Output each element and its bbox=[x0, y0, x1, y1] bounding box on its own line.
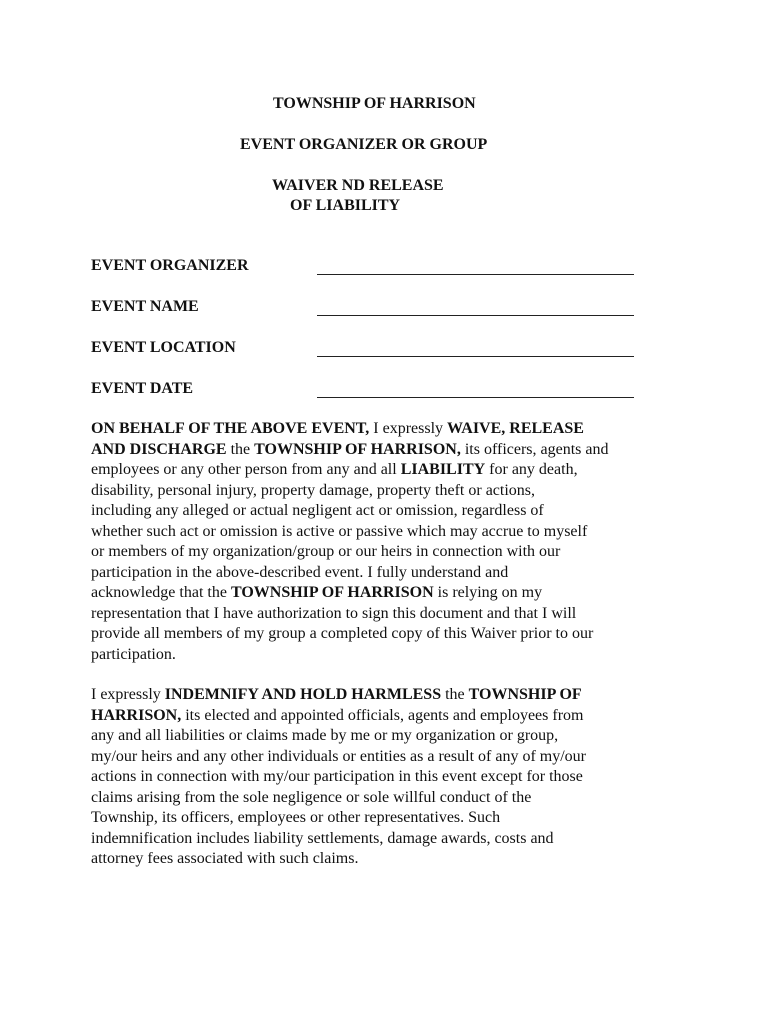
bold-text-run: LIABILITY bbox=[400, 461, 486, 478]
paragraph-line bbox=[91, 645, 691, 666]
field-label: EVENT DATE bbox=[91, 380, 194, 397]
waiver-release-paragraph bbox=[91, 419, 691, 665]
text-run: representation that I have authorization to sign this document and that I will bbox=[91, 604, 577, 622]
text-run: participation. bbox=[91, 645, 176, 663]
bold-text-run: TOWNSHIP OF HARRISON, bbox=[254, 440, 461, 458]
paragraph-line bbox=[91, 542, 691, 563]
text-run: acknowledge that the bbox=[91, 584, 231, 601]
paragraph-line bbox=[91, 624, 691, 645]
paragraph-line bbox=[91, 706, 691, 727]
paragraph-line bbox=[91, 460, 691, 481]
paragraph-line bbox=[91, 563, 691, 584]
field-event-location bbox=[91, 338, 651, 362]
document-title-waiver: WAIVER ND RELEASE bbox=[272, 177, 444, 194]
indemnify-paragraph bbox=[91, 685, 691, 870]
paragraph-line bbox=[91, 747, 691, 768]
paragraph-line bbox=[91, 788, 691, 809]
text-run: employees or any other person from any and all bbox=[91, 461, 401, 478]
bold-text-run: ON BEHALF OF THE ABOVE EVENT, bbox=[91, 420, 370, 437]
text-run: my/our heirs and any other individuals or entities as a result of any of my/our bbox=[91, 747, 586, 765]
paragraph-line bbox=[91, 583, 691, 604]
text-run: including any alleged or actual negligent act or omission, regardless of bbox=[91, 502, 544, 519]
text-run: I expressly bbox=[91, 686, 165, 703]
event-location-blank-line[interactable] bbox=[317, 356, 634, 357]
field-event-date bbox=[91, 379, 651, 403]
text-run: participation in the above-described event. I fully understand and bbox=[91, 563, 509, 581]
paragraph-line bbox=[91, 767, 691, 788]
paragraph-line bbox=[91, 685, 691, 706]
document-title-organizer: EVENT ORGANIZER OR GROUP bbox=[240, 136, 488, 153]
text-run: actions in connection with my/our participation in this event except for those bbox=[91, 768, 583, 785]
bold-text-run: AND DISCHARGE bbox=[91, 440, 227, 458]
paragraph-line bbox=[91, 726, 691, 747]
bold-text-run: TOWNSHIP OF bbox=[468, 686, 582, 703]
field-label: EVENT ORGANIZER bbox=[91, 257, 249, 274]
text-run: I expressly bbox=[369, 420, 448, 437]
event-date-blank-line[interactable] bbox=[317, 397, 634, 398]
paragraph-line bbox=[91, 419, 691, 440]
text-run: its officers, agents and bbox=[460, 440, 609, 458]
text-run: provide all members of my group a completed copy of this Waiver prior to our bbox=[91, 625, 594, 642]
bold-text-run: TOWNSHIP OF HARRISON bbox=[230, 584, 434, 601]
paragraph-line bbox=[91, 849, 691, 870]
text-run: the bbox=[441, 686, 469, 703]
field-label: EVENT LOCATION bbox=[91, 339, 236, 356]
paragraph-line bbox=[91, 604, 691, 625]
document-title-township: TOWNSHIP OF HARRISON bbox=[273, 95, 476, 112]
bold-text-run: WAIVE, RELEASE bbox=[447, 420, 584, 437]
paragraph-line bbox=[91, 522, 691, 543]
text-run: whether such act or omission is active or passive which may accrue to myself bbox=[91, 522, 588, 540]
field-event-organizer bbox=[91, 256, 651, 280]
text-run: any and all liabilities or claims made by me or my organization or group, bbox=[91, 727, 559, 744]
event-organizer-blank-line[interactable] bbox=[317, 274, 634, 275]
text-run: the bbox=[226, 440, 255, 458]
text-run: indemnification includes liability settlements, damage awards, costs and bbox=[91, 829, 554, 847]
text-run: its elected and appointed officials, agents and employees from bbox=[181, 706, 584, 724]
text-run: attorney fees associated with such claims. bbox=[91, 850, 359, 867]
paragraph-line bbox=[91, 481, 691, 502]
text-run: or members of my organization/group or our heirs in connection with our bbox=[91, 543, 561, 560]
bold-text-run: HARRISON, bbox=[91, 706, 182, 724]
field-event-name bbox=[91, 297, 651, 321]
event-name-blank-line[interactable] bbox=[317, 315, 634, 316]
text-run: claims arising from the sole negligence or sole willful conduct of the bbox=[91, 788, 532, 806]
text-run: Township, its officers, employees or other representatives. Such bbox=[91, 809, 501, 826]
paragraph-line bbox=[91, 808, 691, 829]
text-run: for any death, bbox=[485, 461, 578, 478]
paragraph-line bbox=[91, 501, 691, 522]
text-run: disability, personal injury, property damage, property theft or actions, bbox=[91, 481, 536, 499]
paragraph-line bbox=[91, 440, 691, 461]
text-run: is relying on my bbox=[433, 584, 543, 601]
field-label: EVENT NAME bbox=[91, 298, 199, 315]
document-title-liability: OF LIABILITY bbox=[290, 197, 401, 214]
bold-text-run: INDEMNIFY AND HOLD HARMLESS bbox=[164, 686, 442, 703]
paragraph-line bbox=[91, 829, 691, 850]
